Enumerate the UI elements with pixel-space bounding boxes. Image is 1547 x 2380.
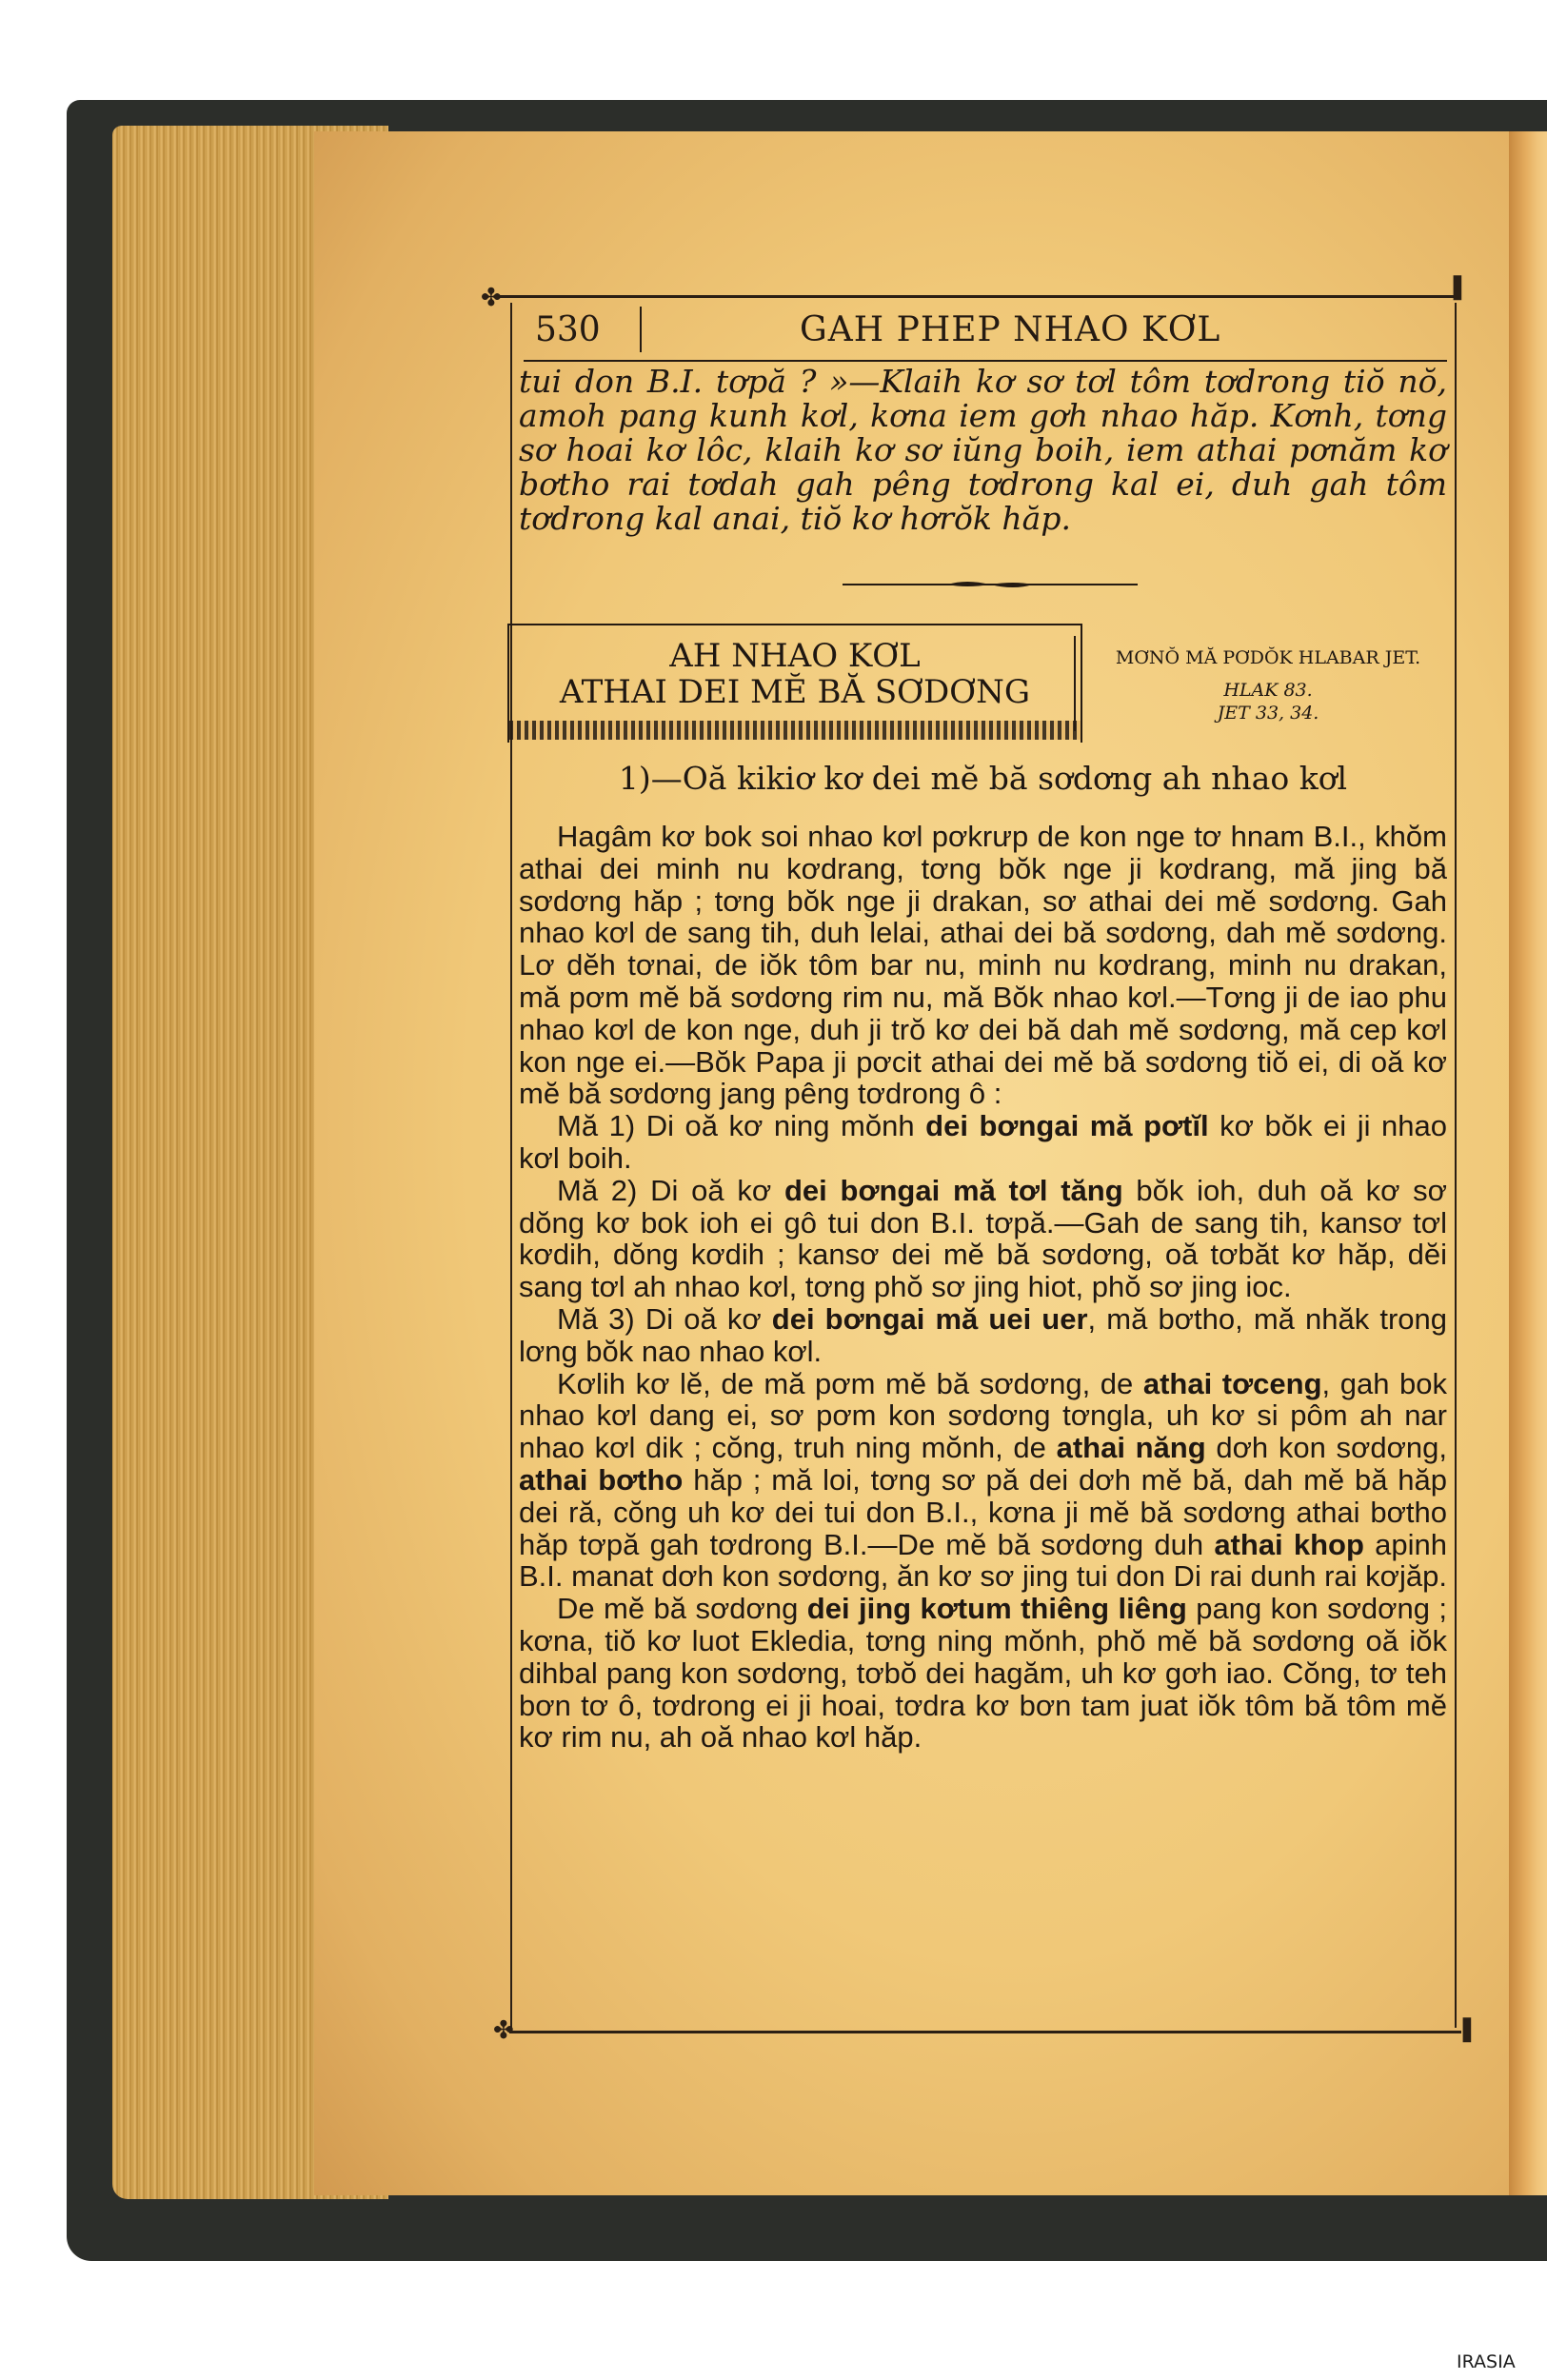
bold-phrase: dei jing kơtum thiêng liêng xyxy=(806,1592,1187,1626)
paragraph-text: Hagâm kơ bok soi nhao kơl pơkrưp de kon nge tơ hnam B.I., khŏm athai dei minh nu kơdrang, tơng bŏk nge ji kơdrang, mă jing bă sơdơng hăp ; tơng bŏk nge ji drakan, sơ athai dei mĕ sơdơng. Gah nhao kơl de sang tih, duh lelai, athai dei bă sơdơng, dah mĕ sơdơng. Lơ dĕh tơnai, de iŏk tôm bar nu, minh nu kơdrang, minh nu drakan, mă pơm mĕ bă sơdơng rim nu, mă Bŏk nhao kơl.—Tơng ji de iao phu nhao kơl de kon nge, duh ji trŏ kơ dei bă dah mĕ sơdơng, mă cep kơl kon nge ei.—Bŏk Papa ji pơcit athai dei mĕ bă sơdơng tiŏ ei, di oă kơ mĕ bă sơdơng jang pêng tơdrong ô : xyxy=(519,820,1447,1111)
corner-ornament-icon: ❚ xyxy=(1447,272,1468,301)
paragraph-text: Kơlih kơ lĕ, de mă pơm mĕ bă sơdơng, de xyxy=(557,1366,1143,1400)
paragraph xyxy=(519,1303,1447,1368)
decorative-band xyxy=(509,721,1081,740)
frame-bottom-rule xyxy=(509,2031,1461,2033)
bold-phrase: athai khop xyxy=(1214,1527,1364,1561)
side-note-line1: MƠNŎ MĂ PƠDŎK HLABAR JET. xyxy=(1115,647,1421,668)
paragraph-text: bŏk ioh, duh oă kơ sơ dŏng kơ bok ioh ei gô tui don B.I. tơpă.—Gah de sang tih, kansơ tơl kơdih, dŏng kơdih ; kansơ dei mĕ bă sơdơng, oă tơbăt kơ hăp, dĕi sang tơl ah nhao kơl, tơng phŏ sơ jing hiot, phŏ sơ jing ioc. xyxy=(519,1173,1447,1304)
paragraph-text: , mă bơtho, mă nhăk trong lơng bŏk nao nhao kơl. xyxy=(519,1301,1447,1368)
corner-ornament-icon: ✤ xyxy=(493,2016,514,2045)
running-title: GAH PHEP NHAO KƠL xyxy=(800,310,1221,349)
paragraph-text: dơh kon sơdơng, xyxy=(1205,1431,1448,1465)
corner-ornament-icon: ❚ xyxy=(1457,2014,1478,2043)
side-note-line3: JET 33, 34. xyxy=(1217,703,1319,724)
side-note-divider xyxy=(1074,636,1076,731)
paragraph xyxy=(519,1368,1447,1594)
paragraph-text: apinh B.I. manat dơh kon sơdơng, ăn kơ sơ jing tui don Di rai dunh rai kơjăp. xyxy=(519,1527,1448,1594)
side-note-line2: HLAK 83. xyxy=(1223,680,1313,701)
ornamental-separator xyxy=(843,579,1138,590)
page-number: 530 xyxy=(535,310,601,349)
intro-paragraph: tui don B.I. tơpă ? »—Klaih kơ sơ tơl tôm tơdrong tiŏ nŏ, amoh pang kunh kơl, kơna iem gơh nhao hăp. Kơnh, tơng sơ hoai kơ lôc, klaih kơ sơ iŭng boih, iem athai pơnăm kơ bơtho rai tơdah gah pêng tơdrong kal ei, duh gah tôm tơdrong kal anai, tiŏ kơ hơrŏk hăp. xyxy=(519,363,1447,537)
bold-phrase: athai bơtho xyxy=(519,1462,684,1497)
section-title-box xyxy=(507,624,1082,743)
paragraph xyxy=(519,1110,1447,1175)
header-divider xyxy=(640,307,642,352)
page-gutter xyxy=(1509,131,1547,2195)
paragraph-text: pang kon sơdơng ; kơna, tiŏ kơ luot Ekledia, tơng ning mŏnh, phŏ mĕ bă sơdơng oă iŏk dihbal pang kon sơdơng, tơbŏ dei hagăm, uh kơ gơh iao. Cŏng, tơ teh bơn tơ ô, tơdrong ei ji hoai, tơdra kơ bơn tam juat iŏk tôm bă tôm mĕ kơ rim nu, ah oă nhao kơl hăp. xyxy=(519,1592,1447,1755)
section-title-line1: AH NHAO KƠL xyxy=(669,637,921,675)
paragraph xyxy=(519,821,1447,1110)
header-rule xyxy=(524,360,1447,362)
watermark: IRASIA xyxy=(1457,2351,1516,2372)
frame-top-rule xyxy=(495,295,1457,298)
paragraph-text: De mĕ bă sơdơng xyxy=(557,1592,807,1626)
paragraph-text: Mă 2) Di oă kơ xyxy=(557,1173,784,1207)
bold-phrase: athai tơceng xyxy=(1142,1366,1322,1400)
bold-phrase: dei bơngai mă pơtĭl xyxy=(925,1109,1209,1143)
paragraph-text: Mă 1) Di oă kơ ning mŏnh xyxy=(557,1109,926,1143)
frame-left-rule xyxy=(510,303,512,2028)
paragraph xyxy=(519,1593,1447,1754)
section-title-line2: ATHAI DEI MĔ BĂ SƠDƠNG xyxy=(559,673,1031,711)
paragraph-text: hăp ; mă loi, tơng sơ pă dei dơh mĕ bă, dah mĕ bă hăp dei ră, cŏng uh kơ dei tui don B.I., kơna ji mĕ bă sơdơng athai bơtho hăp tơpă gah tơdrong B.I.—De mĕ bă sơdơng duh xyxy=(519,1462,1448,1561)
paragraph xyxy=(519,1175,1447,1303)
paragraph-text: Mă 3) Di oă kơ xyxy=(557,1301,772,1336)
bold-phrase: dei bơngai mă tơl tăng xyxy=(783,1173,1123,1207)
body-text xyxy=(519,821,1447,1754)
bold-phrase: athai năng xyxy=(1056,1431,1206,1465)
paragraph-text: kơ bŏk ei ji nhao kơl boih. xyxy=(519,1109,1447,1175)
paragraph-text: , gah bok nhao kơl dang ei, sơ pơm kon sơdơng tơngla, uh kơ si pôm ah nar nhao kơl dik ; cŏng, truh ning mŏnh, de xyxy=(519,1366,1447,1465)
section-heading: 1)—Oă kikiơ kơ dei mĕ bă sơdơng ah nhao kơl xyxy=(618,760,1348,797)
bold-phrase: dei bơngai mă uei uer xyxy=(771,1301,1088,1336)
running-header xyxy=(524,303,1447,356)
corner-ornament-icon: ✤ xyxy=(481,284,502,312)
frame-right-rule xyxy=(1455,303,1457,2028)
